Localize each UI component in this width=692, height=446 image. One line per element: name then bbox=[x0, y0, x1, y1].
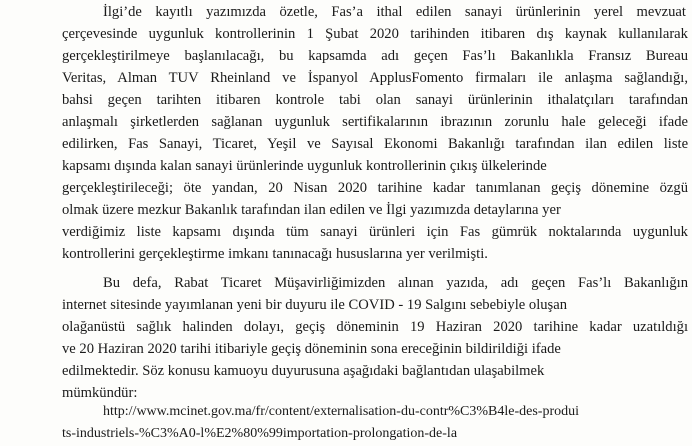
p2-line-2: internet sitesinde yayımlanan yeni bir duyuru ile COVID - 19 Salgını sebebiyle oluşan bbox=[62, 297, 568, 313]
p2-line-6: mümkündür: bbox=[62, 385, 138, 401]
p1-line-12: kontrollerini gerçekleştirme imkanı tanınacağı hususlarına yer verilmişti. bbox=[62, 246, 488, 262]
p2-line-1: Bu defa, Rabat Ticaret Müşavirliğimizden alınan yazıda, adı geçen Fas’lı Bakanlığın bbox=[103, 275, 689, 291]
p1-line-10: olmak üzere mezkur Bakanlık tarafından ilan edilen ve İlgi yazımızda detaylarına yer bbox=[62, 202, 561, 218]
link-line-1[interactable]: http://www.mcinet.gov.ma/fr/content/externalisation-du-contr%C3%B4le-des-produi bbox=[103, 404, 580, 419]
p1-line-6: anlaşmalı şirketlerden sağlanan uygunluk sertifikalarının ibrazının zorunlu hale geleceği ifade bbox=[62, 114, 689, 130]
p1-line-5: bahsi geçen tarihten itibaren kontrole tabi olan sanayi ürünlerinin ithalatçıları tarafından bbox=[62, 92, 689, 108]
link-line-2[interactable]: ts-industriels-%C3%A0-l%E2%80%99importation-prolongation-de-la bbox=[62, 426, 458, 441]
p1-line-9: gerçekleştirileceği; öte yandan, 20 Nisan 2020 tarihine kadar tanımlanan geçiş dönemine özgü bbox=[62, 180, 688, 196]
p2-line-4: ve 20 Haziran 2020 tarihi itibariyle geçiş döneminin sona ereceğinin bildirildiği ifade bbox=[62, 341, 561, 357]
p2-line-3: olağanüstü sağlık halinden dolayı, geçiş döneminin 19 Haziran 2020 tarihine kadar uzatıldığı bbox=[62, 319, 689, 335]
p1-line-1: İlgi’de kayıtlı yazımızda özetle, Fas’a ithal edilen sanayi ürünlerinin yerel mevzuat bbox=[103, 4, 686, 20]
p1-line-3: gerçekleştirilmeye başlanılacağı, bu kapsamda adı geçen Fas’lı Bakanlıkla Fransız Bureau bbox=[62, 48, 688, 64]
p1-line-7: edilirken, Fas Sanayi, Ticaret, Yeşil ve Sayısal Ekonomi Bakanlığı tarafından ilan edilen liste bbox=[62, 136, 689, 152]
p1-line-11: verdiğimiz liste kapsamı dışında tüm sanayi ürünleri için Fas gümrük noktalarında uygunluk bbox=[62, 224, 688, 240]
p2-line-5: edilmektedir. Söz konusu kamuoyu duyurusuna aşağıdaki bağlantıdan ulaşabilmek bbox=[62, 363, 545, 379]
p1-line-8: kapsamı dışında kalan sanayi ürünlerinde uygunluk kontrollerinin çıkış ülkelerinde bbox=[62, 158, 547, 174]
p1-line-4: Veritas, Alman TUV Rheinland ve İspanyol ApplusFomento firmaları ile anlaşma sağlandığı, bbox=[62, 70, 688, 86]
p1-line-2: çerçevesinde uygunluk kontrollerinin 1 Şubat 2020 tarihinden itibaren dış kaynak kullanılarak bbox=[62, 26, 688, 42]
